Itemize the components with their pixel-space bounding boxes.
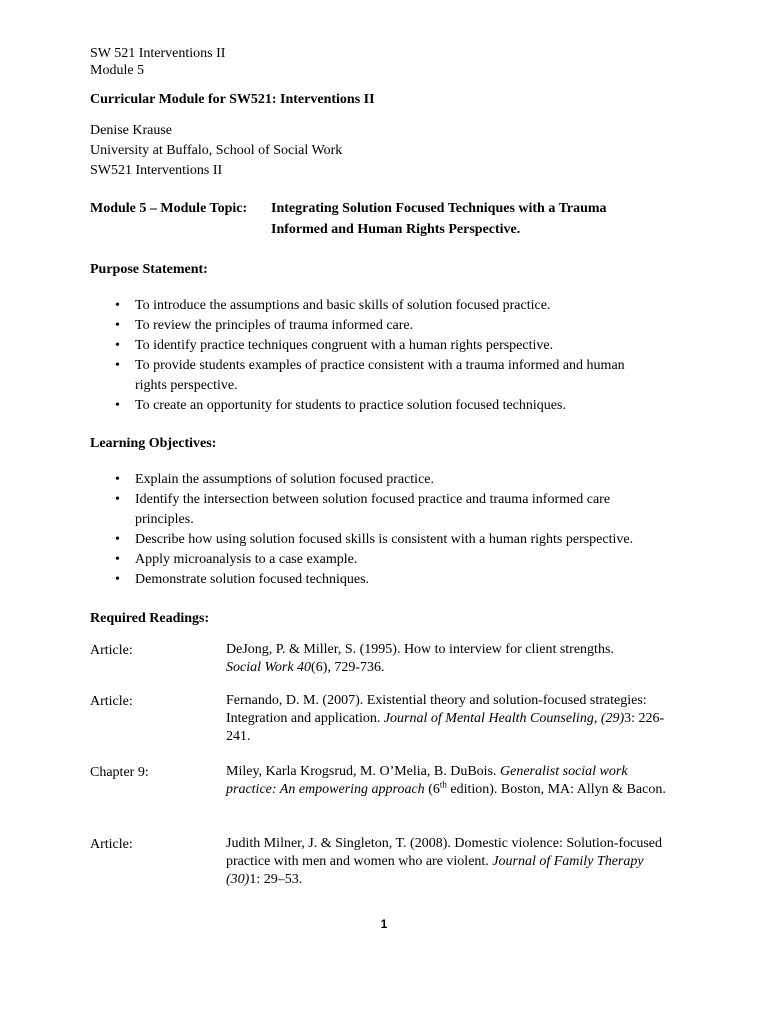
reading-citation: Judith Milner, J. & Singleton, T. (2008). Domestic violence: Solution-focused practice with men and women who are violent. Journal of Family Therapy (30)1: 29–53.: [226, 836, 662, 887]
author-institution: University at Buffalo, School of Social Work: [90, 143, 343, 158]
readings-heading: Required Readings:: [90, 611, 210, 626]
purpose-heading: Purpose Statement:: [90, 262, 208, 277]
reading-citation: Fernando, D. M. (2007). Existential theory and solution-focused strategies: Integration and application. Journal of Mental Health Counseling, (29)3: 226-241.: [226, 693, 665, 744]
header-course: SW 521 Interventions II: [90, 46, 226, 61]
list-item: • To create an opportunity for students to practice solution focused techniques.: [90, 396, 690, 416]
list-item: • To review the principles of trauma informed care.: [90, 316, 690, 336]
objectives-heading: Learning Objectives:: [90, 436, 217, 451]
reading-type: Article:: [90, 837, 133, 852]
module-topic-label: Module 5 – Module Topic:: [90, 201, 248, 216]
list-item: • Explain the assumptions of solution focused practice.: [90, 470, 690, 490]
objectives-list: [90, 470, 690, 590]
list-item: • Identify the intersection between solution focused practice and trauma informed care principles.: [90, 490, 690, 530]
document-title: Curricular Module for SW521: Interventions II: [90, 92, 375, 107]
purpose-list: [90, 296, 690, 416]
module-topic-line-1: Integrating Solution Focused Techniques with a Trauma: [271, 201, 607, 216]
reading-citation: Miley, Karla Krogsrud, M. O’Melia, B. DuBois. Generalist social work practice: An empowering approach (6th edition). Boston, MA: Allyn & Bacon.: [226, 764, 666, 797]
list-item: • Describe how using solution focused skills is consistent with a human rights perspective.: [90, 530, 690, 550]
list-item: • To identify practice techniques congruent with a human rights perspective.: [90, 336, 690, 356]
module-topic-line-2: Informed and Human Rights Perspective.: [271, 222, 521, 237]
author-course: SW521 Interventions II: [90, 163, 223, 178]
reading-type: Article:: [90, 643, 133, 658]
author-block: [90, 121, 690, 181]
reading-type: Article:: [90, 694, 133, 709]
list-item: • Apply microanalysis to a case example.: [90, 550, 690, 570]
header-module: Module 5: [90, 63, 145, 78]
page-number: 1: [380, 917, 388, 931]
reading-citation: DeJong, P. & Miller, S. (1995). How to interview for client strengths. Social Work 40(6), 729-736.: [226, 642, 614, 675]
reading-type: Chapter 9:: [90, 765, 149, 780]
document-header: [90, 44, 690, 81]
author-name: Denise Krause: [90, 123, 173, 138]
list-item: • To provide students examples of practice consistent with a trauma informed and human rights perspective.: [90, 356, 690, 396]
list-item: • Demonstrate solution focused techniques.: [90, 570, 690, 590]
list-item: • To introduce the assumptions and basic skills of solution focused practice.: [90, 296, 690, 316]
